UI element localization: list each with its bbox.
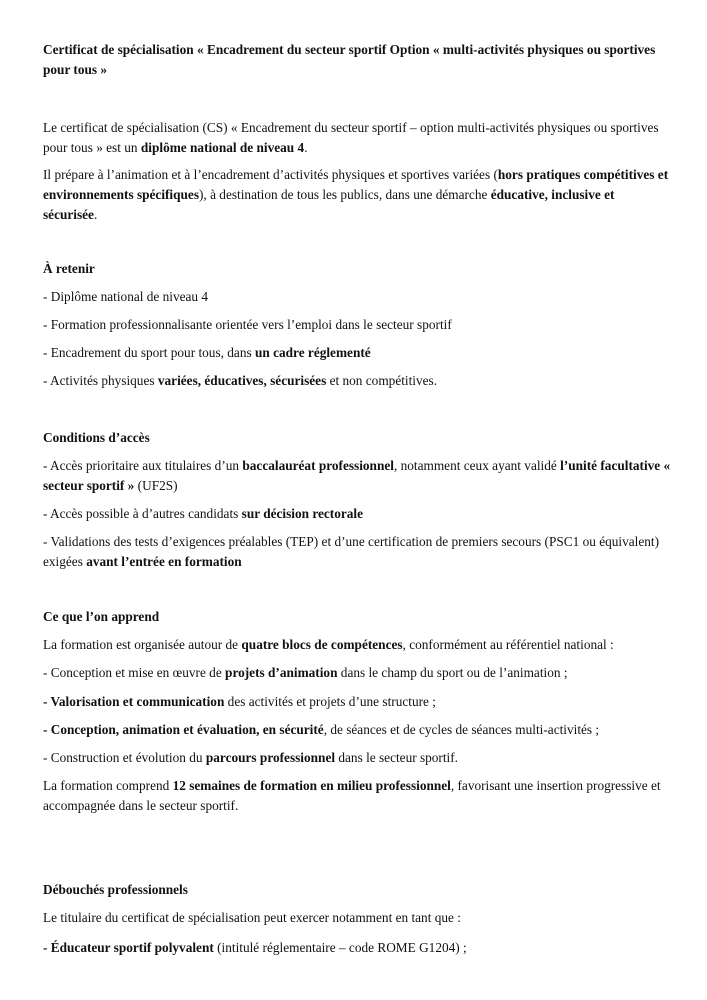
apprend-item-2: - Valorisation et communication des activités et projets d’une structure ; bbox=[43, 694, 436, 709]
apprend-paragraph-2: La formation comprend 12 semaines de formation en milieu professionnel, favorisant une insertion progressive et accompagnée dans le secteur sportif. bbox=[43, 778, 661, 813]
retenir-item-4: - Activités physiques variées, éducatives, sécurisées et non compétitives. bbox=[43, 373, 438, 388]
debouches-item-1: - Éducateur sportif polyvalent (intitulé réglementaire – code ROME G1204) ; bbox=[43, 940, 467, 955]
intro-paragraph-2: Il prépare à l’animation et à l’encadrement d’activités physiques et sportives variées (hors pratiques compétitives et environnements spécifiques), à destination de tous les publics, dans une démarche éducative, inclusive et sécurisée. bbox=[43, 167, 669, 222]
acces-item-1: - Accès prioritaire aux titulaires d’un baccalauréat professionnel, notamment ceux ayant validé l’unité facultative « secteur sportif » (UF2S) bbox=[43, 458, 671, 493]
debouches-paragraph-1: Le titulaire du certificat de spécialisation peut exercer notamment en tant que : bbox=[43, 910, 461, 925]
apprend-heading: Ce que l’on apprend bbox=[43, 609, 160, 624]
acces-heading: Conditions d’accès bbox=[43, 430, 150, 445]
acces-item-2: - Accès possible à d’autres candidats sur décision rectorale bbox=[43, 506, 364, 521]
apprend-item-3: - Conception, animation et évaluation, en sécurité, de séances et de cycles de séances multi-activités ; bbox=[43, 722, 600, 737]
retenir-item-3: - Encadrement du sport pour tous, dans un cadre réglementé bbox=[43, 345, 371, 360]
retenir-item-1: - Diplôme national de niveau 4 bbox=[43, 289, 209, 304]
retenir-item-2: - Formation professionnalisante orientée vers l’emploi dans le secteur sportif bbox=[43, 317, 452, 332]
apprend-item-4: - Construction et évolution du parcours professionnel dans le secteur sportif. bbox=[43, 750, 459, 765]
acces-item-3: - Validations des tests d’exigences préalables (TEP) et d’une certification de premiers secours (PSC1 ou équivalent) exigées avant l’entrée en formation bbox=[43, 534, 660, 569]
debouches-heading: Débouchés professionnels bbox=[43, 882, 188, 897]
document-title: Certificat de spécialisation « Encadrement du secteur sportif Option « multi-activités physiques ou sportives pour tous » bbox=[43, 42, 656, 77]
apprend-item-1: - Conception et mise en œuvre de projets d’animation dans le champ du sport ou de l’animation ; bbox=[43, 665, 568, 680]
intro-paragraph-1: Le certificat de spécialisation (CS) « Encadrement du secteur sportif – option multi-activités physiques ou sportives pour tous » est un diplôme national de niveau 4. bbox=[43, 120, 659, 155]
retenir-heading: À retenir bbox=[43, 261, 95, 276]
apprend-paragraph-1: La formation est organisée autour de quatre blocs de compétences, conformément au référentiel national : bbox=[43, 637, 614, 652]
